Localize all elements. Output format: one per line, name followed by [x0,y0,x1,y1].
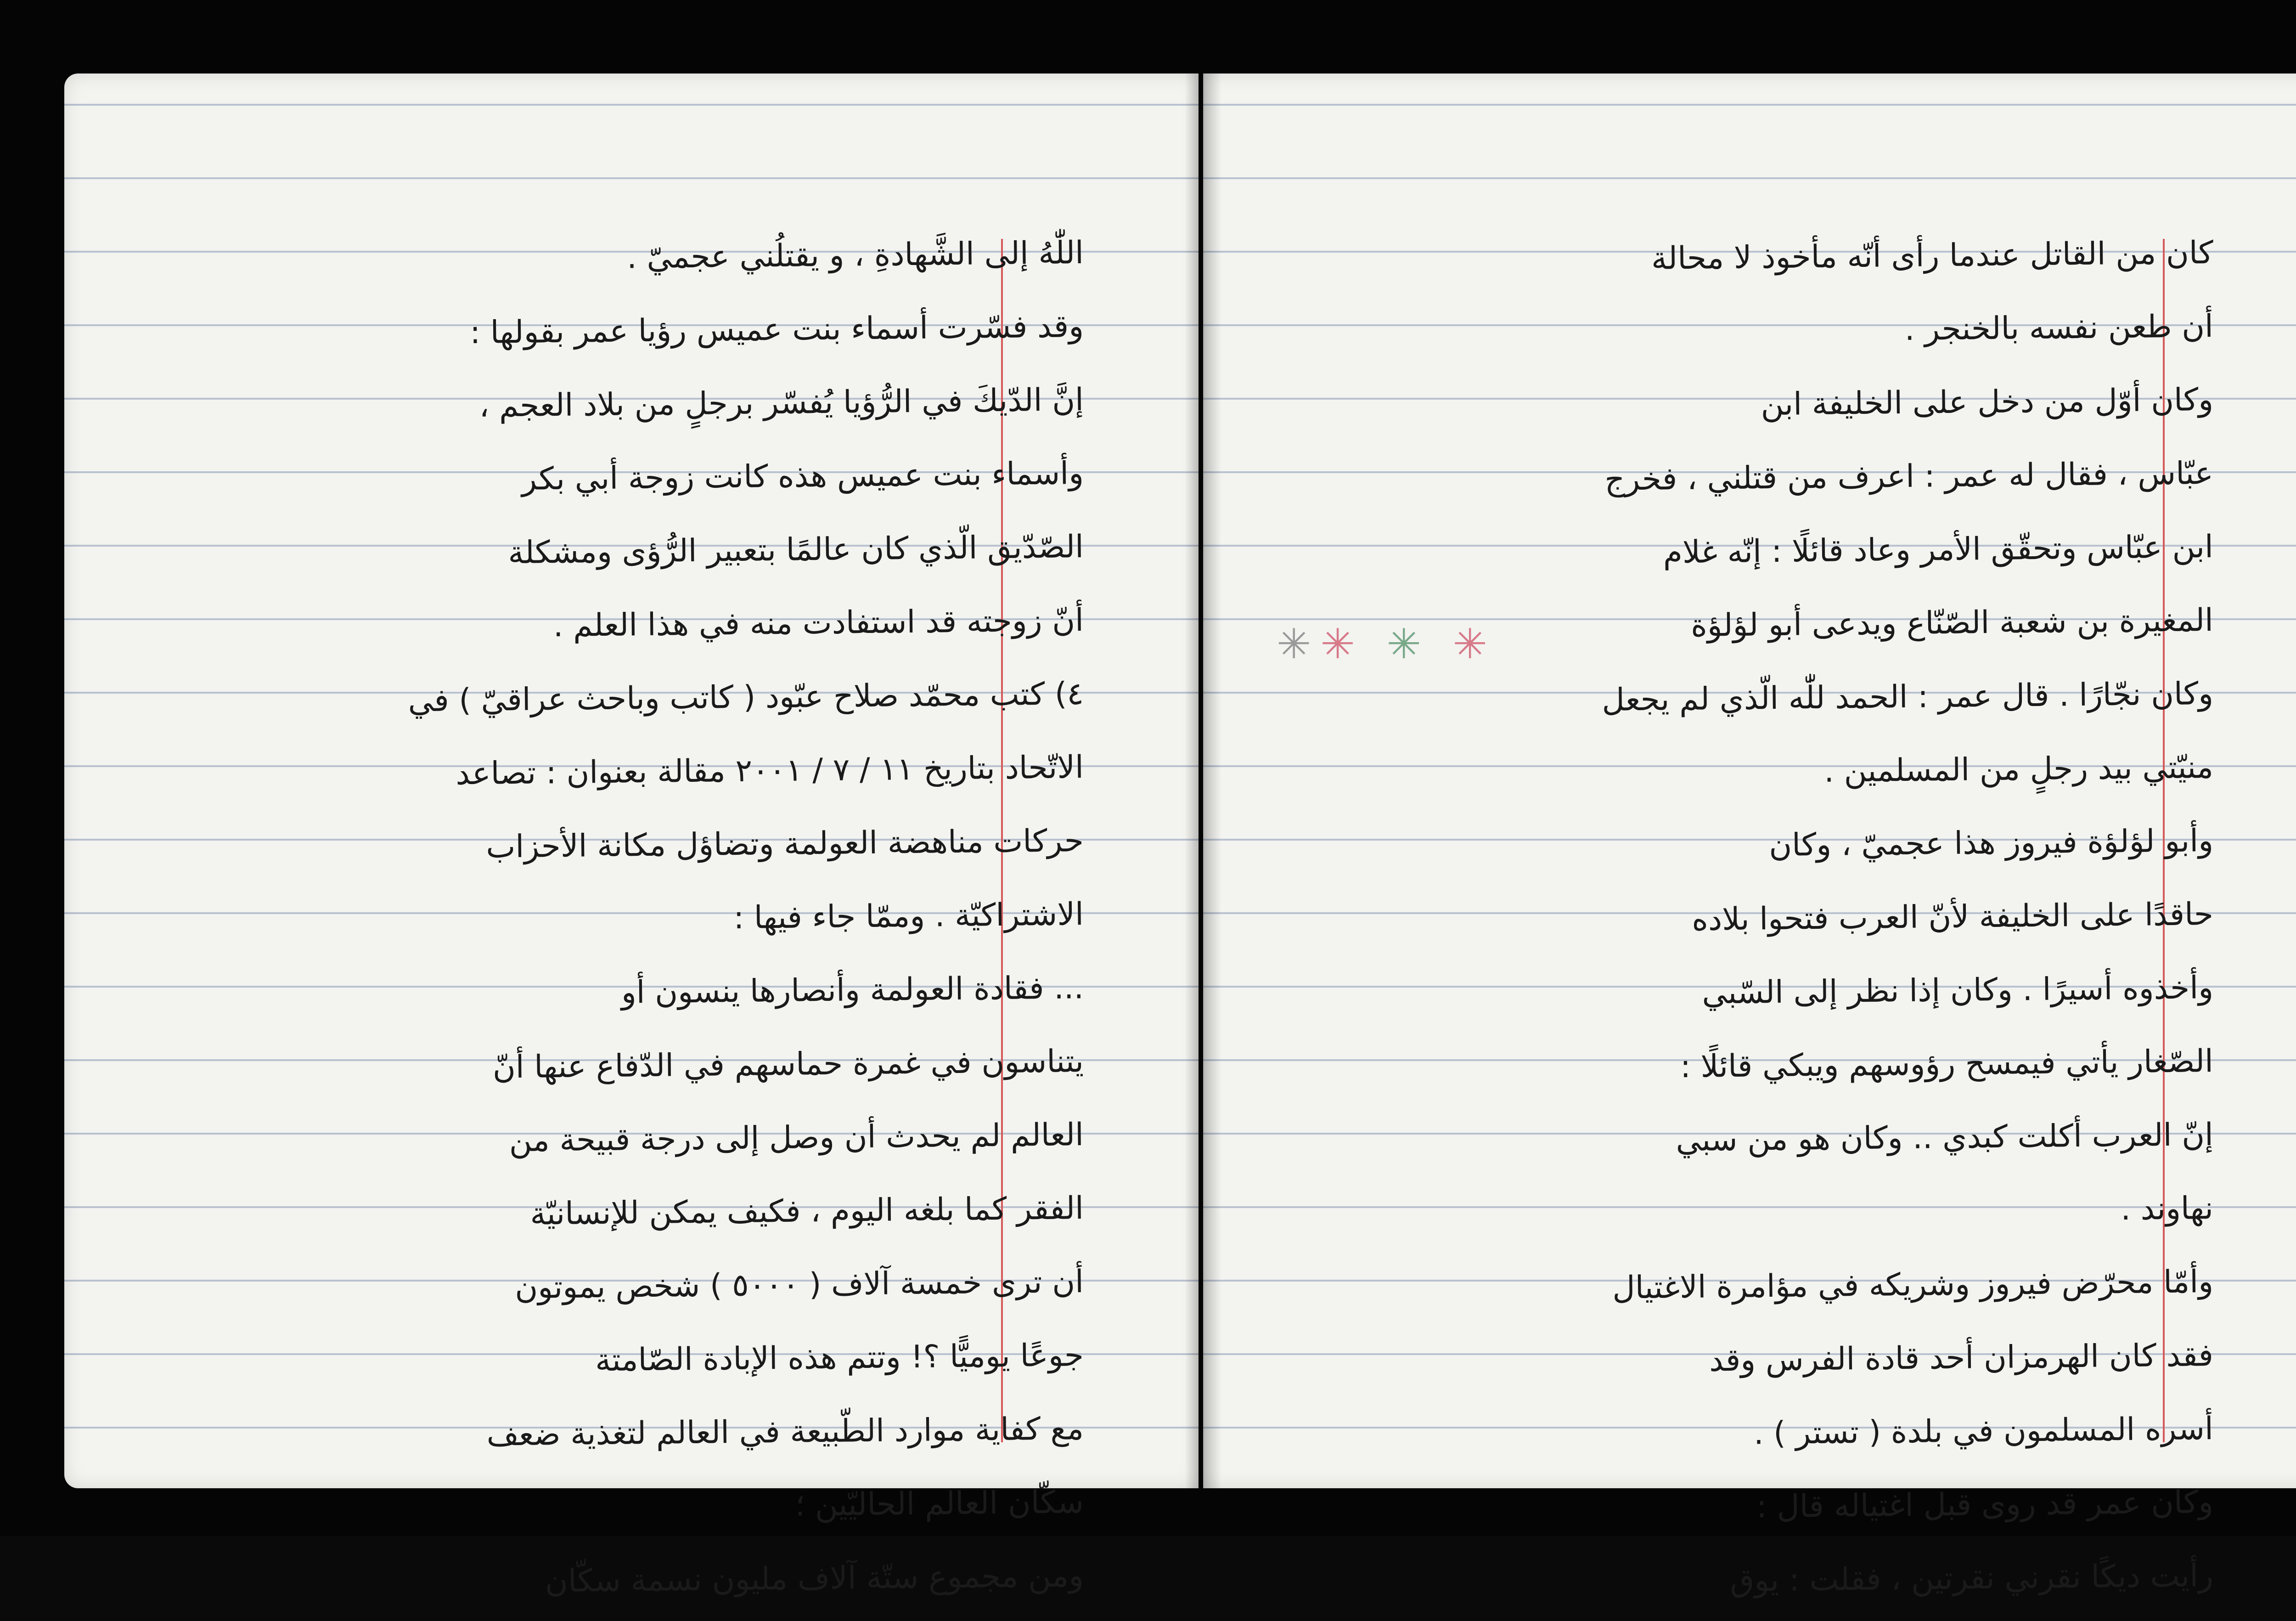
left-line: أن ترى خمسة آلاف ( ٥٠٠٠ ) شخص يموتون [514,1264,1084,1306]
right-line: الصّغار يأتي فيمسح رؤوسهم ويبكي قائلًا : [1680,1043,2214,1085]
left-line: سكّان العالم الحاليّين ؛ [795,1484,1084,1524]
right-line: إنّ العرب أكلت كبدي .. وكان هو من سبي [1676,1116,2214,1159]
left-line: وأسماء بنت عميس هذه كانت زوجة أبي بكر [521,455,1084,497]
left-line: اللّٰهُ إلى الشَّهادةِ ، و يقتلُني عجميّ . [626,235,1084,276]
left-line: ... فقادة العولمة وأنصارها ينسون أو [621,970,1084,1011]
right-line: ابن عبّاس وتحقّق الأمر وعاد قائلًا : إنّه غلام [1663,528,2214,571]
right-line: رأيت ديكًا نقرني نقرتين ، فقلت : يوق [1730,1557,2214,1599]
right-line: عبّاس ، فقال له عمر : اعرف من قتلني ، فخرج [1604,455,2214,498]
right-line: وأخذوه أسيرًا . وكان إذا نظر إلى السّبي [1702,969,2214,1011]
asterisk-mark: ✳ [1452,620,1497,668]
asterisk-mark: ✳ [1386,620,1430,668]
right-line: أن طعن نفسه بالخنجر . [1904,308,2214,348]
asterisk-mark: ✳ [1277,620,1321,668]
right-line: وكان عمر قد روى قبل اغتياله قال : [1756,1484,2214,1525]
right-line: المغيرة بن شعبة الصّنّاع ويدعى أبو لؤلؤة [1690,602,2214,644]
right-line: وأبو لؤلؤة فيروز هذا عجميّ ، وكان [1768,822,2214,864]
right-page-text [1424,220,2213,1617]
right-line: حاقدًا على الخليفة لأنّ العرب فتحوا بلاده [1691,896,2214,938]
notebook [64,64,2296,1600]
left-line: مع كفاية موارد الطّبيعة في العالم لتغذية ضعف [486,1411,1084,1453]
right-line: وكان أوّل من دخل على الخليفة ابن [1761,381,2214,423]
left-line: وقد فسّرت أسماء بنت عميس رؤيا عمر بقولها : [469,308,1084,351]
asterisk-mark: ✳ [1320,620,1364,668]
right-line: أسره المسلمون في بلدة ( تستر ) . [1753,1410,2214,1452]
right-line: نهاوند . [2120,1190,2214,1228]
left-page-text [303,220,1084,1617]
left-line: الاتّحاد بتاريخ ١١ / ٧ / ٢٠٠١ مقالة بعنوان : تصاعد [455,749,1084,792]
left-line: ٤) كتب محمّد صلاح عبّود ( كاتب وباحث عراقيّ ) في [408,676,1084,719]
right-line: منيّتي بيد رجلٍ من المسلمين . [1823,749,2214,790]
right-line: فقد كان الهرمزان أحد قادة الفرس وقد [1709,1337,2214,1379]
left-line: يتناسون في غمرة حماسهم في الدّفاع عنها أنّ [492,1043,1084,1086]
left-line: الفقر كما بلغه اليوم ، فكيف يمكن للإنسانيّة [529,1190,1084,1232]
left-line: جوعًا يوميًّا ؟! وتتم هذه الإبادة الصّامتة [595,1337,1084,1379]
left-line: ومن مجموع ستّة آلاف مليون نسمة سكّان [545,1558,1084,1600]
left-line: الاشتراكيّة . وممّا جاء فيها : [733,896,1084,937]
marginal-asterisk-marks [1277,620,1497,668]
left-line: الصّدّيق الّذي كان عالمًا بتعبير الرُّؤى ومشكلة [507,529,1084,571]
left-line: أنّ زوجته قد استفادت منه في هذا العلم . [553,602,1084,644]
left-line: حركات مناهضة العولمة وتضاؤل مكانة الأحزاب [485,823,1084,865]
left-line: العالم لم يحدث أن وصل إلى درجة قبيحة من [509,1117,1084,1159]
binding-gutter [1185,73,1221,1488]
left-line: إنَّ الدّيكَ في الرُّؤيا يُفسّر برجلٍ من بلاد العجم ، [478,382,1084,424]
right-line: كان من القاتل عندما رأى أنّه مأخوذ لا محالة [1651,234,2214,277]
right-line: وأمّا محرّض فيروز وشريكه في مؤامرة الاغتيال [1612,1263,2214,1306]
right-line: وكان نجّارًا . قال عمر : الحمد للّٰه الّذي لم يجعل [1601,675,2214,718]
